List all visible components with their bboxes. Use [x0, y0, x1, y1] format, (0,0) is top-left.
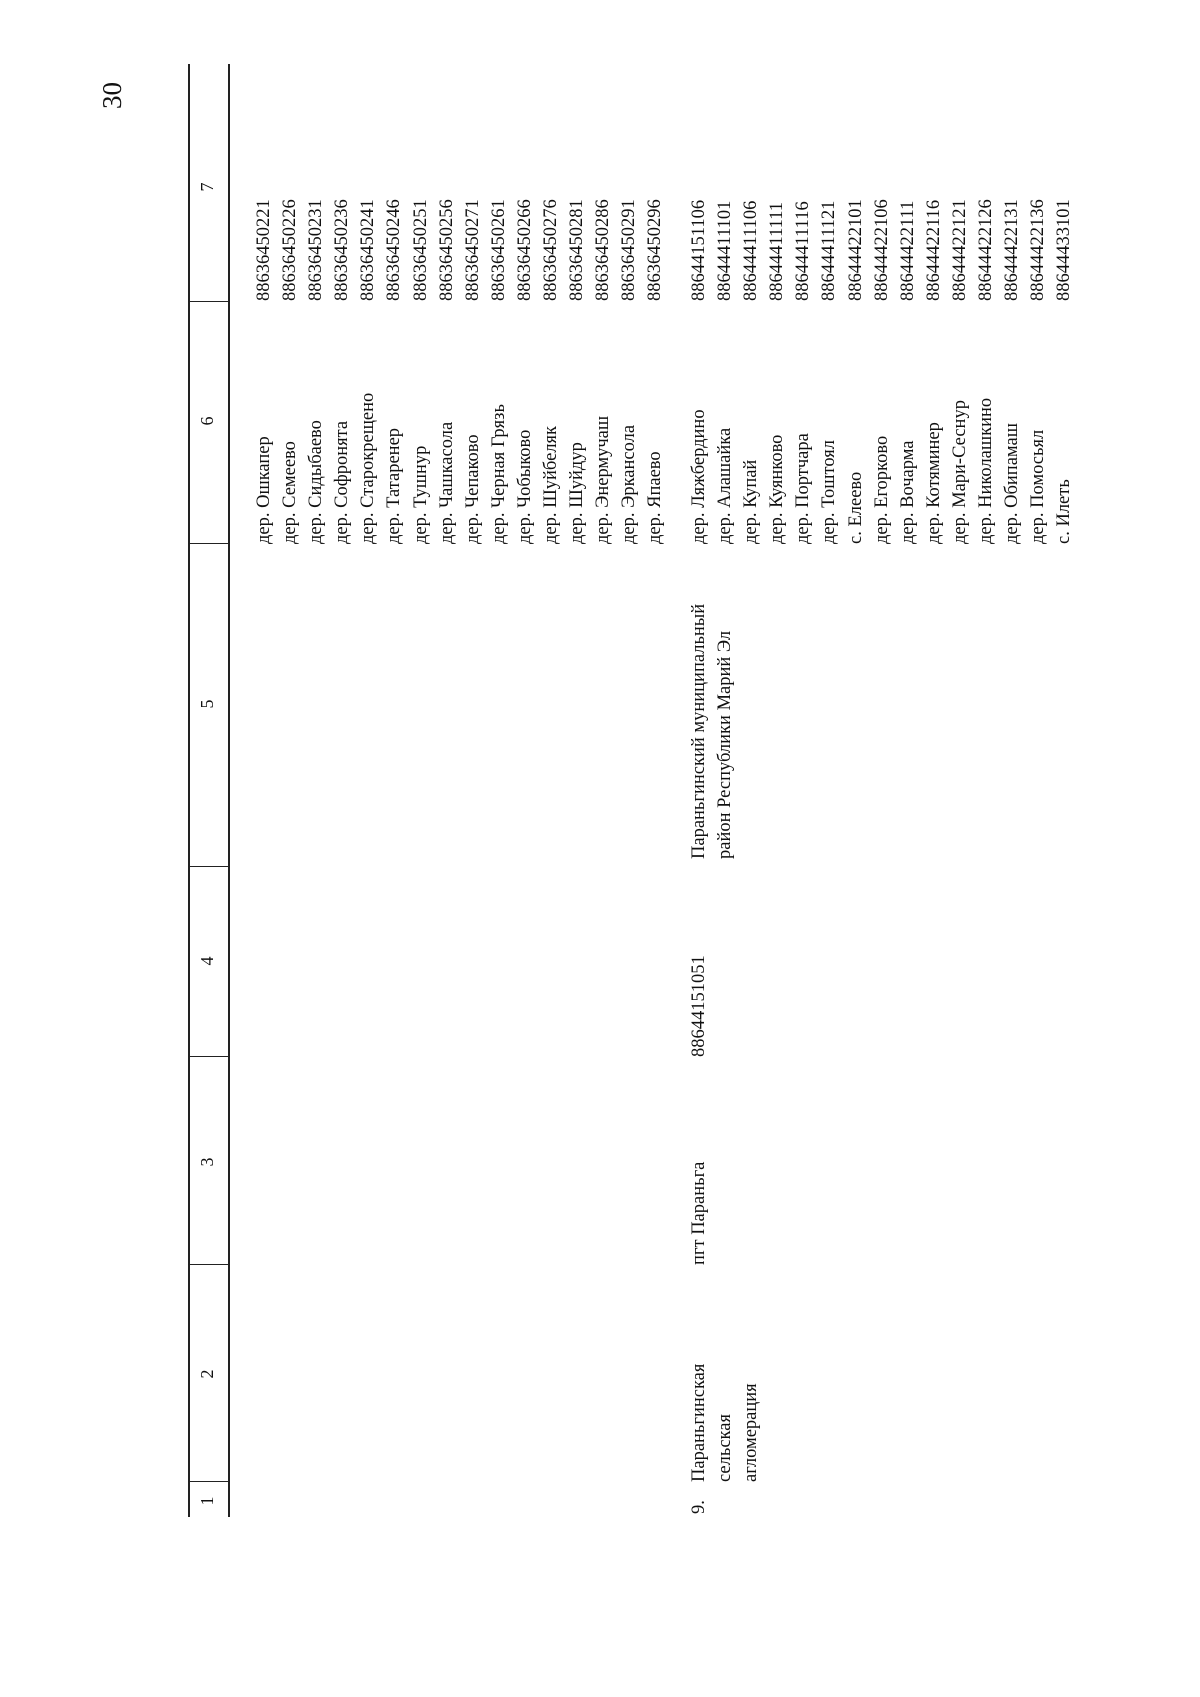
- settlement: дер. Купай: [741, 459, 762, 544]
- center-oktmo-code: 88644151051: [689, 955, 709, 1057]
- settlement-code: 88636450251: [410, 199, 431, 301]
- settlement-code: 88644422101: [845, 199, 866, 301]
- page-number: 30: [97, 82, 127, 109]
- settlement: дер. Япаево: [645, 451, 666, 544]
- settlement: с. Илеть: [1054, 479, 1075, 544]
- settlement-code: 88636450271: [462, 199, 483, 301]
- column-number-7: 7: [197, 182, 217, 192]
- header-bottom-rule: [228, 64, 230, 1517]
- settlement-code: 88636450226: [280, 199, 301, 301]
- settlement: дер. Портчара: [793, 433, 814, 544]
- settlement-code: 88644411121: [819, 200, 840, 301]
- settlement: дер. Егорково: [871, 435, 892, 544]
- center-settlement: [686, 1162, 712, 1265]
- settlement: с. Елеево: [845, 471, 866, 544]
- row-code-list: [686, 199, 1077, 301]
- settlement: дер. Татаренер: [384, 427, 405, 544]
- settlement: дер. Обипамаш: [1002, 423, 1023, 544]
- settlement-code: 88644422126: [976, 199, 997, 301]
- settlement: дер. Софронята: [332, 420, 353, 544]
- column-divider: [188, 543, 228, 544]
- column-number-6: 6: [197, 416, 217, 426]
- settlement: дер. Тоштоял: [819, 439, 840, 544]
- settlement-code: 88644433101: [1054, 199, 1075, 301]
- continuation-code-list: [251, 199, 669, 301]
- column-divider: [188, 866, 228, 867]
- settlement-code: 88636450256: [436, 199, 457, 301]
- settlement: дер. Ошкапер: [254, 436, 274, 544]
- settlement-code: 88644422121: [949, 199, 970, 301]
- column-number-4: 4: [197, 956, 217, 966]
- district-line: район Республики Марий Эл: [715, 630, 736, 859]
- settlement: дер. Помосьял: [1028, 429, 1049, 544]
- settlement-code: 88644422111: [897, 200, 918, 301]
- column-number-5: 5: [197, 699, 217, 709]
- column-divider: [188, 301, 228, 302]
- settlement-code: 88636450236: [332, 199, 353, 301]
- row-settlement-list: [686, 398, 1077, 544]
- settlement-code: 88636450261: [488, 199, 509, 301]
- settlement-code: 88644422116: [923, 199, 944, 301]
- settlement: дер. Семеево: [280, 441, 301, 544]
- settlement-code: 88644411116: [793, 201, 814, 301]
- row-number: [686, 1500, 712, 1514]
- column-divider: [188, 1481, 228, 1482]
- settlement: дер. Вочарма: [897, 440, 918, 544]
- settlement: дер. Сидыбаево: [306, 420, 327, 544]
- column-divider: [188, 1264, 228, 1265]
- settlement: дер. Черная Грязь: [488, 404, 509, 544]
- agglomeration-name: [686, 1364, 764, 1482]
- district-line: Параньгинский муниципальный: [689, 603, 709, 859]
- header-top-rule: [188, 64, 190, 1517]
- district-name: [686, 604, 738, 859]
- column-divider: [188, 1056, 228, 1057]
- settlement-code: 88636450291: [619, 199, 640, 301]
- settlement-code: 88644422106: [871, 199, 892, 301]
- center-code: [686, 955, 712, 1057]
- settlement: дер. Куянково: [767, 434, 788, 544]
- settlement-code: 88636450286: [593, 199, 614, 301]
- settlement-code: 88636450231: [306, 199, 327, 301]
- settlement-code: 88636450266: [514, 199, 535, 301]
- settlement: дер. Алашайка: [715, 427, 736, 544]
- column-number-1: 1: [197, 1496, 217, 1506]
- settlement: дер. Тушнур: [410, 445, 431, 544]
- settlement-code: 88636450296: [645, 199, 666, 301]
- column-number-3: 3: [197, 1157, 217, 1167]
- settlement-code: 88636450281: [567, 199, 588, 301]
- settlement: дер. Чепаково: [462, 434, 483, 544]
- settlement-code: 88644422136: [1028, 199, 1049, 301]
- settlement: дер. Ляжбердино: [689, 409, 709, 544]
- settlement: дер. Котяминер: [923, 422, 944, 544]
- settlement: дер. Энермучаш: [593, 415, 614, 544]
- settlement-code: 88636450246: [384, 199, 405, 301]
- settlement: дер. Чобыково: [514, 429, 535, 544]
- settlement-code: 88636450221: [254, 199, 274, 301]
- row-number-label: 9.: [689, 1500, 709, 1514]
- settlement: дер. Мари-Сеснур: [949, 400, 970, 544]
- agglomeration-line: сельская: [715, 1414, 736, 1482]
- settlement: дер. Шуйдур: [567, 442, 588, 544]
- settlement: дер. Шуйбеляк: [541, 425, 562, 544]
- settlement-code: 88644411111: [767, 201, 788, 301]
- settlement: дер. Старокрещено: [358, 392, 379, 544]
- settlement-code: 88644151106: [689, 199, 709, 301]
- center-name: пгт Параньга: [689, 1161, 709, 1265]
- agglomeration-line: агломерация: [741, 1383, 762, 1482]
- settlement: дер. Эркансола: [619, 424, 640, 544]
- agglomeration-line: Параньгинская: [689, 1363, 709, 1482]
- settlement: дер. Чашкасола: [436, 421, 457, 544]
- settlement-code: 88644411106: [741, 200, 762, 301]
- settlement-code: 88636450241: [358, 199, 379, 301]
- settlement-code: 88644411101: [715, 200, 736, 301]
- settlement-code: 88636450276: [541, 199, 562, 301]
- continuation-settlement-list: [251, 393, 669, 544]
- settlement: дер. Николашкино: [976, 397, 997, 544]
- column-number-2: 2: [197, 1369, 217, 1379]
- settlement-code: 88644422131: [1002, 199, 1023, 301]
